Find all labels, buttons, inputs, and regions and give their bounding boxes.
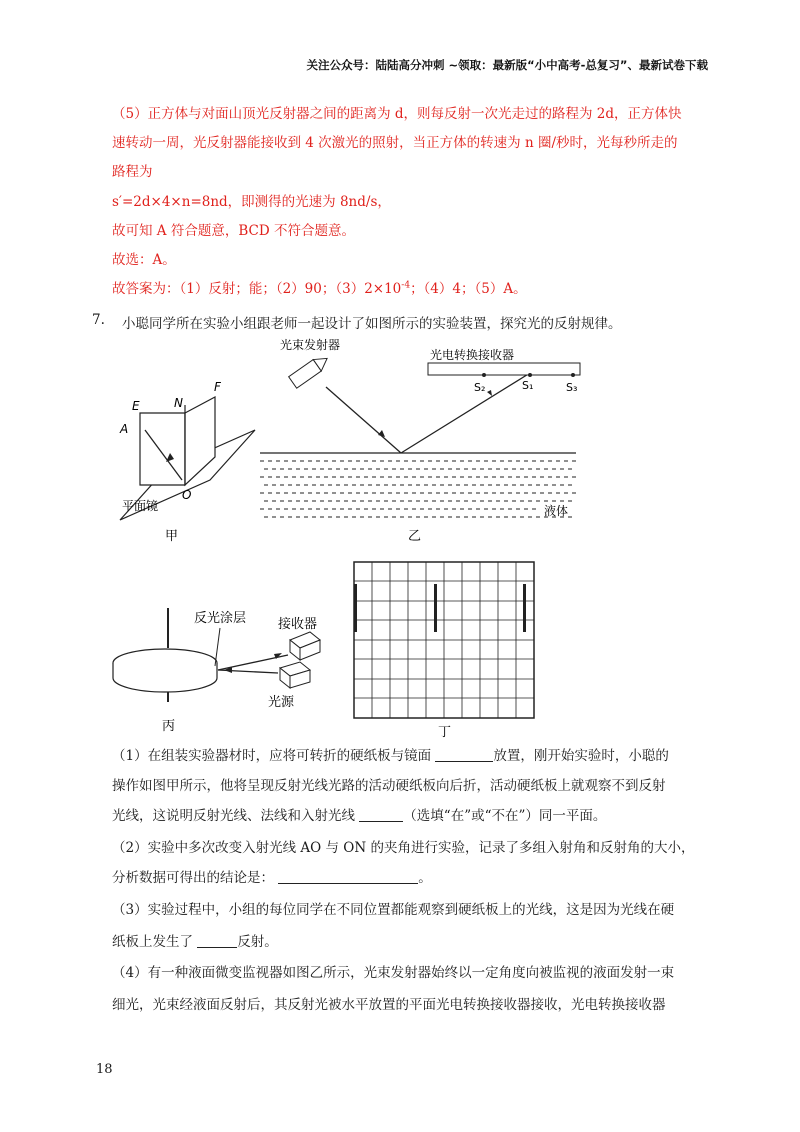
label-s1: S₁	[522, 379, 534, 392]
emitter-device	[289, 353, 331, 389]
label-E: E	[132, 399, 140, 413]
page-header: 关注公众号：陆陆高分冲刺 ~领取：最新版“小中高考-总复习”、最新试卷下载	[306, 58, 708, 72]
liquid-label: 液体	[544, 504, 569, 518]
light-source-box	[280, 662, 310, 688]
answer-blank-2[interactable]	[359, 807, 403, 822]
answer-blank-1[interactable]	[435, 747, 493, 762]
label-A: A	[120, 422, 129, 436]
receiver-box	[290, 632, 320, 660]
part2-line1: （2）实验中多次改变入射光线 AO 与 ON 的夹角进行实验，记录了多组入射角和反射角的大小，	[112, 840, 695, 856]
caption-jia: 甲	[165, 529, 179, 544]
answer-blank-3[interactable]	[278, 869, 418, 884]
figure-yi	[258, 335, 588, 550]
part4-line2: 细光，光束经液面反射后，其反射光被水平放置的平面光电转换接收器接收，光电转换接收器	[112, 997, 666, 1013]
question-stem: 小聪同学所在实验小组跟老师一起设计了如图所示的实验装置，探究光的反射规律。	[122, 316, 622, 332]
coating-leader	[215, 628, 220, 666]
label-s2: S₂	[474, 381, 486, 394]
scope-pulse-1	[354, 584, 357, 632]
liquid-hatching	[260, 461, 576, 517]
scope-pulse-3	[523, 584, 526, 632]
label-F: F	[214, 380, 221, 394]
solution-line-2: 速转动一周，光反射器能接收到 4 次激光的照射，当正方体的转速为 n 圈/秒时，光每秒所走的	[112, 135, 678, 151]
part2-line2: 分析数据可得出的结论是： 。	[112, 870, 432, 886]
label-s3: S₃	[566, 381, 578, 394]
emitter-label: 光束发射器	[280, 338, 341, 352]
label-O: O	[182, 488, 192, 502]
part3-line2: 纸板上发生了 反射。	[112, 934, 278, 950]
question-number: 7.	[92, 312, 105, 328]
part1-line1: （1）在组装实验器材时，应将可转折的硬纸板与镜面 放置，刚开始实验时，小聪的	[112, 748, 669, 764]
page-number: 18	[96, 1062, 113, 1077]
label-N: N	[174, 396, 183, 410]
reflected-beam	[401, 373, 530, 453]
figure-bing	[110, 600, 340, 740]
figure-jia	[110, 335, 260, 555]
solution-line-4: s′=2d×4×n=8nd，即测得的光速为 8nd/s，	[112, 194, 391, 210]
incident-beam	[326, 387, 401, 453]
part1-line2: 操作如图甲所示，他将呈现反射光线光路的活动硬纸板向后折，活动硬纸板上就观察不到反射	[112, 778, 666, 794]
mirror-label: 平面镜	[122, 499, 159, 513]
part1-line3: 光线，这说明反射光线、法线和入射光线 （选填“在”或“不在”）同一平面。	[112, 808, 607, 824]
solution-line-1: （5）正方体与对面山顶光反射器之间的距离为 d，则每反射一次光走过的路程为 2d，正方体快	[112, 106, 682, 122]
scope-pulse-2	[434, 584, 437, 632]
reflected-beam-arrow	[487, 390, 492, 396]
point-s1	[528, 373, 532, 377]
coating-label: 反光涂层	[194, 611, 247, 626]
solution-line-3: 路程为	[112, 164, 153, 180]
figure-ding	[350, 560, 540, 750]
part3-line1: （3）实验过程中，小组的每位同学在不同位置都能观察到硬纸板上的光线，这是因为光线在硬	[112, 902, 675, 918]
folding-board	[185, 397, 215, 485]
disc-side	[113, 663, 217, 692]
point-s3	[571, 373, 575, 377]
caption-ding: 丁	[438, 725, 452, 740]
solution-answer-line: 故答案为：（1）反射；能；（2）90；$(3)2\times 10^{-4}$；（4）4；（5）A。	[112, 280, 527, 297]
caption-yi: 乙	[408, 529, 422, 544]
caption-bing: 丙	[162, 719, 176, 734]
point-s2	[482, 373, 486, 377]
solution-line-6: 故选：A。	[112, 252, 176, 268]
part4-line1: （4）有一种液面微变监视器如图乙所示，光束发射器始终以一定角度向被监视的液面发射一束	[112, 965, 675, 981]
source-label: 光源	[268, 695, 295, 710]
answer-blank-4[interactable]	[197, 933, 237, 948]
receiver-label-bing: 接收器	[278, 617, 318, 632]
solution-line-5: 故可知 A 符合题意，BCD 不符合题意。	[112, 223, 355, 239]
receiver-bar	[428, 363, 580, 375]
receiver-label: 光电转换接收器	[430, 348, 515, 362]
